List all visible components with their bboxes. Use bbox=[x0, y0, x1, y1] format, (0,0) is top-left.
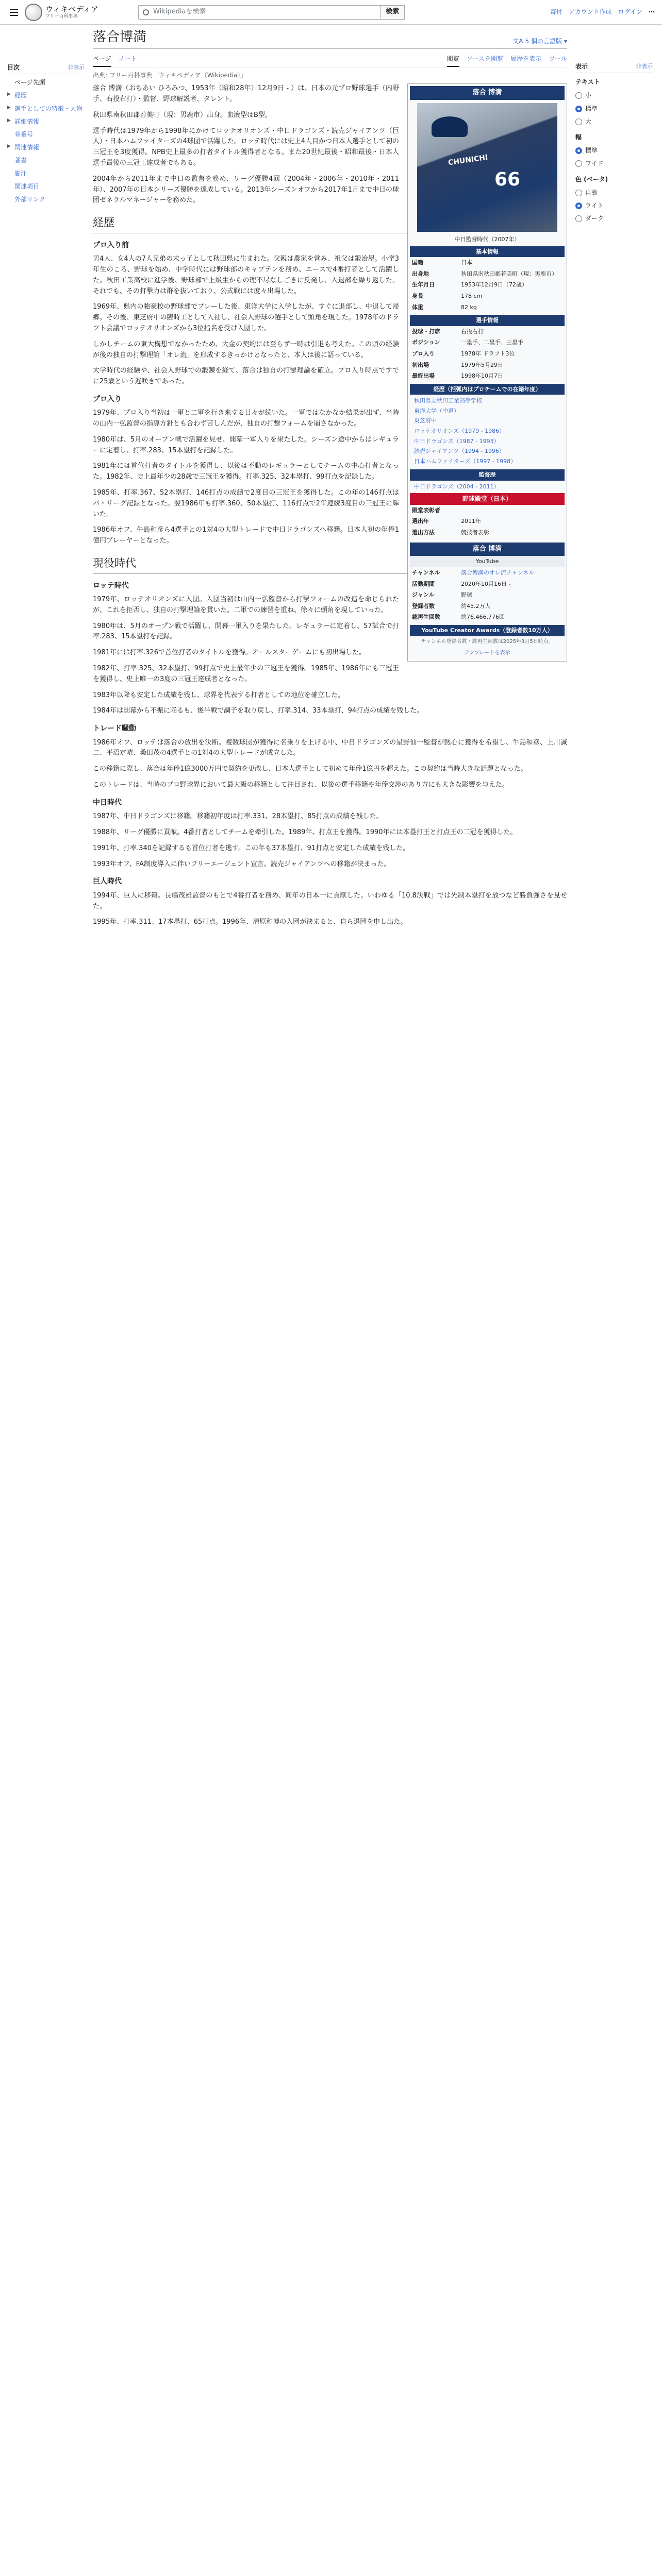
jersey-number: 66 bbox=[494, 168, 521, 190]
page-tabs bbox=[93, 52, 567, 67]
toc-heading: 目次 bbox=[7, 64, 20, 71]
intro-paragraph: 2004年から2011年まで中日の監督を務め、リーグ優勝4回（2004年・2006年・2010年・2011年）、2007年の日本シリーズ優勝を達成している。2013年シーズンオフから2017年1月まで中日の球団ゼネラルマネージャーを務めた。 bbox=[93, 175, 399, 205]
infobox-section-basic: 基本情報 bbox=[410, 246, 565, 258]
create-account-link[interactable]: アカウント作成 bbox=[568, 8, 612, 15]
color-option[interactable]: 自動 bbox=[575, 187, 653, 199]
career-item[interactable]: 東芝府中 bbox=[414, 417, 437, 425]
chevron-down-icon: ▾ bbox=[564, 37, 567, 45]
infobox-section-hof: 野球殿堂（日本） bbox=[410, 493, 565, 505]
page-title: 落合博満 bbox=[93, 29, 147, 45]
career-list bbox=[410, 395, 565, 467]
toc-sidebar bbox=[7, 62, 85, 206]
radio-icon bbox=[575, 92, 582, 99]
toc-hide-button[interactable]: 非表示 bbox=[68, 64, 85, 71]
search-button[interactable]: 検索 bbox=[380, 5, 405, 20]
radio-icon bbox=[575, 160, 582, 167]
page-source-note: 出典: フリー百科事典『ウィキペディア（Wikipedia）』 bbox=[93, 71, 247, 79]
infobox-row: 生年月日 1953年12月9日（72歳） bbox=[412, 281, 527, 289]
chevron-right-icon[interactable]: ▶ bbox=[7, 144, 11, 149]
paragraph: 1979年、プロ入り当初は一軍と二軍を行き来する日々が続いた。一軍ではなかなか結果が出ず、当時の山内一弘監督の指導方針とも合わず苦しんだが、独自の打撃フォームを崩さなかった。 bbox=[93, 409, 399, 428]
tab-history[interactable]: 履歴を表示 bbox=[510, 55, 542, 62]
globe-icon bbox=[25, 4, 42, 21]
search-form bbox=[138, 5, 405, 20]
career-item[interactable]: 東洋大学（中退） bbox=[414, 407, 459, 414]
infobox-row: ジャンル 野球 bbox=[412, 591, 472, 599]
wikipedia-logo[interactable] bbox=[25, 4, 123, 21]
toc-item[interactable]: ページ先頭 bbox=[7, 76, 85, 89]
width-option[interactable]: 標準 bbox=[575, 144, 653, 157]
toc-item[interactable]: ▶ 詳細情報 bbox=[7, 115, 85, 128]
infobox bbox=[407, 83, 567, 661]
infobox-row: ポジション 一塁手、二塁手、三塁手 bbox=[412, 339, 523, 346]
subsection-heading: ロッテ時代 bbox=[93, 581, 129, 590]
paragraph: しかしチームの東大構想でなかったため、大金の契約には至らず一時は引退も考えた。この頃の経験が後の独自の打撃理論「オレ流」を形成するきっかけとなったと、本人は後に語っている。 bbox=[93, 340, 399, 359]
language-button[interactable] bbox=[512, 37, 567, 46]
coach-item[interactable]: 中日ドラゴンズ（2004 - 2011） bbox=[414, 483, 500, 490]
paragraph: 大学時代の経験や、社会人野球での鍛錬を経て、落合は独自の打撃理論を確立。プロ入り時点ですでに25歳という遅咲きであった。 bbox=[93, 367, 399, 386]
text-size-option[interactable]: 標準 bbox=[575, 103, 653, 115]
toc-item[interactable]: 著書 bbox=[7, 154, 85, 167]
radio-icon bbox=[575, 190, 582, 196]
infobox-row: 殿堂表彰者 bbox=[412, 506, 440, 514]
career-item[interactable]: 読売ジャイアンツ（1994 - 1996） bbox=[414, 448, 505, 455]
career-item[interactable]: 中日ドラゴンズ（1987 - 1993） bbox=[414, 437, 500, 445]
toc-item[interactable]: ▶ 経歴 bbox=[7, 89, 85, 102]
photo-caption: 中日監督時代（2007年） bbox=[454, 235, 520, 243]
color-label: 色 (ベータ) bbox=[575, 175, 608, 183]
search-placeholder: Wikipediaを検索 bbox=[153, 8, 206, 16]
tab-tools[interactable]: ツール bbox=[549, 55, 567, 62]
career-item[interactable]: 秋田県立秋田工業高等学校 bbox=[414, 397, 482, 404]
color-option[interactable]: ダーク bbox=[575, 212, 653, 225]
youtube-infobox-sub: YouTube bbox=[410, 556, 565, 567]
paragraph: このトレードは、当時のプロ野球界において最大級の移籍として注目され、以後の選手移籍や年俸交渉のあり方にも大きな影響を与えた。 bbox=[93, 781, 509, 789]
paragraph: 1985年、打率.367、52本塁打、146打点の成績で2度目の三冠王を獲得した。この年の146打点はパ・リーグ記録となった。翌1986年も打率.360、50本塁打、116打点で2年連続3度目の三冠王に輝いた。 bbox=[93, 489, 399, 518]
paragraph: 1983年以降も安定した成績を残し、球界を代表する打者としての地位を確立した。 bbox=[93, 691, 345, 699]
toc-item[interactable]: 脚注 bbox=[7, 167, 85, 180]
paragraph: 1969年、県内の強豪校の野球部でプレーした後、東洋大学に入学したが、すぐに退部し、中退して帰郷。その後、東芝府中の臨時工として入社し、社会人野球の選手として頭角を現した。1978年のドラフト会議でロッテオリオンズから3位指名を受け入団した。 bbox=[93, 303, 399, 332]
template-link[interactable]: テンプレートを表示 bbox=[464, 650, 510, 656]
search-icon bbox=[143, 9, 149, 15]
paragraph: この移籍に際し、落合は年俸1億3000万円で契約を更改し、日本人選手として初めて年俸1億円を超えた。この契約は当時大きな話題となった。 bbox=[93, 765, 527, 773]
intro-paragraph: 落合 博満（おちあい ひろみつ、1953年（昭和28年）12月9日 - ）は、日本の元プロ野球選手（内野手、右投右打）・監督、野球解説者、タレント。 bbox=[93, 84, 399, 103]
user-links bbox=[550, 7, 655, 17]
infobox-row: 選出方法 競技者表彰 bbox=[412, 529, 489, 536]
text-size-option[interactable]: 小 bbox=[575, 89, 653, 102]
toc-item[interactable]: 関連項目 bbox=[7, 180, 85, 193]
section-heading-genyaku: 現役時代 bbox=[93, 555, 567, 574]
radio-icon bbox=[575, 118, 582, 125]
toc-spacer bbox=[7, 182, 12, 192]
infobox-row: 体重 82 kg bbox=[412, 303, 477, 311]
paragraph: 1986年オフ、牛島和彦ら4選手との1対4の大型トレードで中日ドラゴンズへ移籍。日本人初の年俸1億円プレーヤーとなった。 bbox=[93, 526, 399, 545]
youtube-award: YouTube Creator Awards（登録者数10万人） bbox=[410, 625, 565, 636]
paragraph: 男4人、女4人の7人兄弟の末っ子として秋田県に生まれた。父親は農家を営み、祖父は鍛冶屋。小学3年生のころ、野球を始め、中学時代には野球部のキャプテンを務め、エースで4番打者として活躍した。秋田工業高校に進学後、野球部で上級生からの理不尽なしごきに反発し、入退部を繰り返した。それでも、その打撃力は群を抜いており、公式戦には度々出場した。 bbox=[93, 255, 399, 295]
toc-spacer bbox=[7, 169, 12, 179]
player-photo[interactable] bbox=[417, 103, 557, 232]
paragraph: 1991年、打率.340を記録するも首位打者を逃す。この年も37本塁打、91打点と安定した成績を残した。 bbox=[93, 844, 410, 852]
intro-paragraph: 選手時代は1979年から1998年にかけてロッテオリオンズ・中日ドラゴンズ・読売ジャイアンツ（巨人）・日本ハムファイターズの4球団で活躍した。ロッテ時代には史上4人目かつ日本人選手として初の三冠王を3度獲得。NPB史上最多の打者タイトル獲得者となる。また20世紀最後・昭和最後・日本人選手最後の三冠王達成者でもある。 bbox=[93, 127, 399, 167]
jersey-team-text: CHUNICHI bbox=[448, 153, 489, 167]
infobox-row: 最終出場 1998年10月7日 bbox=[412, 372, 503, 380]
paragraph: 1979年、ロッテオリオンズに入団。入団当初は山内一弘監督から打撃フォームの改造を命じられたが、これを拒否し、独自の打撃理論を貫いた。二軍での練習を重ね、徐々に頭角を現していった。 bbox=[93, 596, 399, 614]
paragraph: 1987年、中日ドラゴンズに移籍。移籍初年度は打率.331、28本塁打、85打点の成績を残した。 bbox=[93, 812, 383, 821]
paragraph: 1984年は開幕から不振に陥るも、後半戦で調子を取り戻し、打率.314、33本塁打、94打点の成績を残した。 bbox=[93, 707, 424, 715]
text-size-label: テキスト bbox=[575, 78, 600, 86]
infobox-row: 初出場 1979年5月29日 bbox=[412, 361, 503, 368]
paragraph: 1994年、巨人に移籍。長嶋茂雄監督のもとで4番打者を務め、同年の日本一に貢献した。いわゆる「10.8決戦」では先制本塁打を放つなど勝負強さを見せた。 bbox=[93, 891, 568, 910]
chevron-right-icon[interactable]: ▶ bbox=[7, 92, 11, 97]
subsection-heading: プロ入り bbox=[93, 395, 122, 403]
logo-title: ウィキペディア bbox=[45, 5, 98, 14]
section-heading-career: 経歴 bbox=[93, 214, 567, 233]
coach-list bbox=[410, 481, 565, 493]
subsection-heading: 中日時代 bbox=[93, 798, 122, 807]
text-size-option[interactable]: 大 bbox=[575, 115, 653, 128]
ellipsis-icon[interactable]: ⋯ bbox=[649, 8, 655, 15]
infobox-section-coach: 監督歴 bbox=[410, 469, 565, 481]
radio-checked-icon bbox=[575, 147, 582, 154]
paragraph: 1986年オフ、ロッテは落合の放出を決断。複数球団が獲得に名乗りを上げる中、中日ドラゴンズの星野仙一監督が熱心に獲得を希望し、牛島和彦、上川誠二、平沼定晴、桑田茂の4選手との1対4の大型トレードが成立した。 bbox=[93, 738, 567, 757]
youtube-note: チャンネル登録者数・総再生回数は2025年3月5日時点。 bbox=[421, 638, 554, 645]
paragraph: 1993年オフ、FA制度導入に伴いフリーエージェント宣言。読売ジャイアンツへの移籍が決まった。 bbox=[93, 860, 391, 868]
paragraph: 1988年、リーグ優勝に貢献。4番打者としてチームを牽引した。1989年、打点王を獲得。1990年には本塁打王と打点王の二冠を獲得した。 bbox=[93, 828, 517, 836]
toc-spacer bbox=[7, 156, 12, 165]
infobox-row: 総再生回数 約76,466,776回 bbox=[412, 614, 505, 621]
infobox-row: 登録者数 約45.2万人 bbox=[412, 602, 491, 609]
width-option[interactable]: ワイド bbox=[575, 157, 653, 170]
paragraph: 1982年、打率.325、32本塁打、99打点で史上最年少の三冠王を獲得。1985年、1986年にも三冠王を獲得し、史上唯一の3度の三冠王達成者となった。 bbox=[93, 665, 399, 683]
color-option[interactable]: ライト bbox=[575, 199, 653, 212]
radio-checked-icon bbox=[575, 202, 582, 209]
career-item[interactable]: 日本ハムファイターズ（1997 - 1998） bbox=[414, 457, 517, 465]
tab-page[interactable]: ページ bbox=[93, 52, 111, 67]
toc-item[interactable]: 外部リンク bbox=[7, 193, 85, 206]
search-input[interactable] bbox=[138, 5, 380, 20]
cap-shape bbox=[432, 116, 468, 137]
language-button-label: 5 個の言語版 bbox=[525, 37, 562, 45]
paragraph: 1995年、打率.311、17本塁打、65打点。1996年、清原和博の入団が決まると、自ら退団を申し出た。 bbox=[93, 918, 407, 926]
infobox-section-career: 経歴（括弧内はプロチームでの在籍年度） bbox=[410, 384, 565, 395]
infobox-row: 活動期間 2020年10月16日 - bbox=[412, 580, 511, 587]
appearance-heading: 表示 bbox=[575, 63, 588, 70]
infobox-row: 身長 178 cm bbox=[412, 292, 483, 299]
infobox-title: 落合 博満 bbox=[410, 86, 565, 100]
paragraph: 1980年は、5月のオープン戦で活躍し、開幕一軍入りを果たした。レギュラーに定着し、57試合で打率.283、15本塁打を記録。 bbox=[93, 622, 399, 641]
paragraph: 1980年は、5月のオープン戦で活躍を見せ、開幕一軍入りを果たした。シーズン途中からはレギュラーに定着し、打率.283、15本塁打を記録した。 bbox=[93, 435, 399, 454]
toc-spacer bbox=[7, 130, 12, 140]
site-header bbox=[0, 0, 662, 25]
paragraph: 1981年には首位打者のタイトルを獲得し、以後は不動のレギュラーとしてチームの中心打者となった。1982年、史上最年少の28歳で三冠王を獲得。打率.325、32本塁打、99打点を記録した。 bbox=[93, 462, 399, 481]
career-item[interactable]: ロッテオリオンズ（1979 - 1986） bbox=[414, 428, 505, 435]
tab-talk[interactable]: ノート bbox=[118, 55, 137, 62]
appearance-hide-button[interactable]: 非表示 bbox=[636, 63, 653, 70]
logo-subtitle: フリー百科事典 bbox=[45, 14, 78, 20]
infobox-row: プロ入り 1978年 ドラフト3位 bbox=[412, 350, 515, 357]
youtube-infobox-title: 落合 博満 bbox=[410, 543, 565, 556]
tab-view-source[interactable]: ソースを閲覧 bbox=[466, 55, 504, 62]
toc-spacer bbox=[7, 195, 12, 205]
infobox-row: 国籍 日本 bbox=[412, 259, 472, 266]
toc-spacer bbox=[7, 78, 12, 88]
tab-read[interactable]: 閲覧 bbox=[447, 52, 459, 67]
infobox-section-player: 選手情報 bbox=[410, 315, 565, 326]
subsection-heading: トレード騒動 bbox=[93, 724, 136, 733]
donate-link[interactable]: 寄付 bbox=[550, 8, 562, 15]
infobox-row: チャンネル 落合博満のオレ流チャンネル bbox=[412, 569, 535, 576]
intro-paragraph: 秋田県南秋田郡若美町（現：男鹿市）出身。血液型はB型。 bbox=[93, 111, 272, 119]
appearance-panel bbox=[575, 62, 653, 225]
chevron-right-icon[interactable]: ▶ bbox=[7, 105, 11, 110]
main-content bbox=[93, 29, 567, 933]
toc-item[interactable]: ▶ 選手としての特徴・人物 bbox=[7, 103, 85, 115]
width-label: 幅 bbox=[575, 133, 582, 141]
subsection-heading: プロ入り前 bbox=[93, 241, 129, 249]
paragraph: 1981年には打率.326で首位打者のタイトルを獲得。オールスターゲームにも初出場した。 bbox=[93, 649, 366, 657]
login-link[interactable]: ログイン bbox=[618, 8, 642, 15]
chevron-right-icon[interactable]: ▶ bbox=[7, 117, 11, 123]
radio-icon bbox=[575, 215, 582, 222]
article-body bbox=[93, 83, 567, 928]
radio-checked-icon bbox=[575, 106, 582, 112]
subsection-heading: 巨人時代 bbox=[93, 877, 122, 886]
infobox-row: 出身地 秋田県南秋田郡若美町（現：男鹿市） bbox=[412, 270, 557, 277]
infobox-row: 選出年 2011年 bbox=[412, 518, 481, 525]
toc-item[interactable]: ▶ 関連情報 bbox=[7, 141, 85, 154]
infobox-row: 投球・打席 右投右打 bbox=[412, 328, 484, 335]
translate-icon: 文A bbox=[512, 37, 523, 45]
main-menu-icon[interactable] bbox=[7, 6, 21, 19]
toc-item[interactable]: 背番号 bbox=[7, 128, 85, 141]
